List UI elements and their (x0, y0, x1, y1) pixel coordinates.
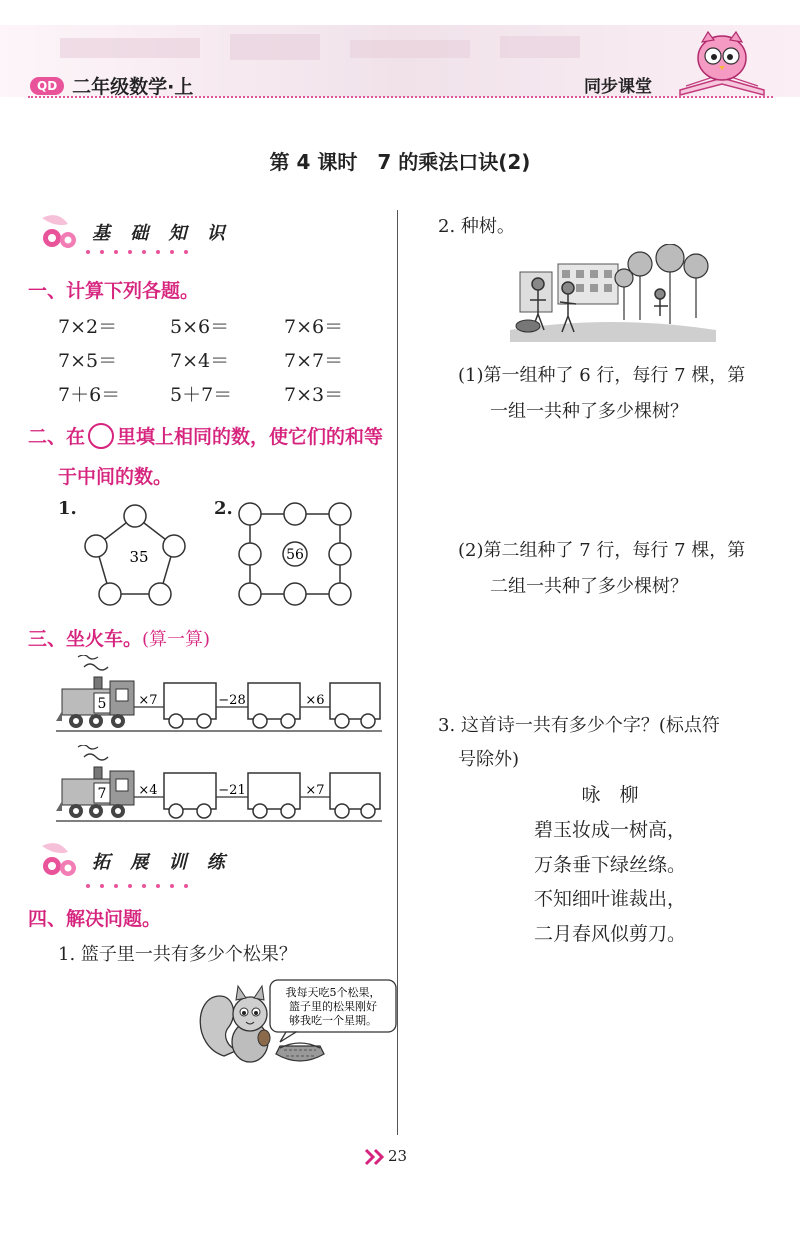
pentagon-circle-left (85, 535, 107, 557)
poem-line-4: 二月春风似剪刀。 (533, 923, 686, 945)
pentagon-figure (78, 500, 194, 610)
square-circle-6 (239, 583, 261, 605)
calc-2-1: 7×5＝ (58, 350, 118, 372)
train-2 (56, 745, 386, 825)
section3-hint: (算一算) (142, 629, 211, 650)
square-circle-3 (329, 503, 351, 525)
lesson-title: 第 4 课时 7 的乘法口诀(2) (269, 150, 531, 174)
calc-2-2: 7×4＝ (170, 350, 230, 372)
train2-op-3: ×7 (305, 783, 325, 798)
question-2-2-line1: (2)第二组种了 7 行，每行 7 棵，第 (458, 540, 746, 561)
speech-line-1: 我每天吃5个松果， (285, 986, 381, 999)
question-2-2-line2: 二组一共种了多少棵树？ (490, 576, 688, 597)
question-2-1-line1: (1)第一组种了 6 行，每行 7 棵，第 (458, 365, 746, 386)
owl-book-logo (672, 28, 772, 98)
header-book-title: 二年级数学·上 (72, 76, 194, 98)
pentagon-circle-bottom-right (149, 583, 171, 605)
fig1-label: 1. (58, 498, 77, 519)
square-center-value: 56 (286, 547, 304, 563)
poem-line-2: 万条垂下绿丝绦。 (533, 854, 686, 876)
section4-heading: 四、解决问题。 (28, 908, 162, 930)
square-circle-1 (239, 503, 261, 525)
extension-label: 拓 展 训 练 (92, 852, 232, 873)
page-number: 23 (388, 1147, 408, 1165)
question-4-1: 1. 篮子里一共有多少个松果？ (58, 944, 297, 965)
section1-heading: 一、计算下列各题。 (28, 280, 200, 302)
section2-heading-a: 二、在 (28, 426, 86, 448)
header-series-title: 同步课堂 (584, 77, 652, 97)
calc-3-2: 5＋7＝ (170, 384, 233, 406)
square-circle-5 (329, 543, 351, 565)
calc-1-2: 5×6＝ (170, 316, 230, 338)
double-chevron-icon (364, 1148, 386, 1166)
section2-heading-c: 于中间的数。 (58, 466, 173, 488)
square-circle-2 (284, 503, 306, 525)
circle-symbol-icon (88, 423, 114, 449)
speech-line-3: 够我吃一个星期。 (289, 1014, 377, 1027)
question-3-line1: 3. 这首诗一共有多少个字？(标点符 (438, 715, 720, 736)
pentagon-circle-bottom-left (99, 583, 121, 605)
header-divider (28, 96, 773, 98)
question-2-1-line2: 一组一共种了多少棵树？ (490, 401, 688, 422)
section2-heading (28, 422, 383, 449)
question-3-line2: 号除外) (458, 749, 520, 770)
section2-heading-b: 里填上相同的数，使它们的和等 (117, 426, 384, 448)
train1-op-2: −28 (218, 693, 246, 708)
squirrel-illustration (194, 976, 400, 1068)
train2-op-2: −21 (218, 783, 246, 798)
square-circle-4 (239, 543, 261, 565)
calc-1-1: 7×2＝ (58, 316, 118, 338)
calc-3-1: 7＋6＝ (58, 384, 121, 406)
train2-op-1: ×4 (138, 783, 158, 798)
tree-planting-illustration (510, 244, 716, 344)
train1-op-3: ×6 (305, 693, 325, 708)
poem-title: 咏 柳 (581, 784, 639, 806)
poem-line-1: 碧玉妆成一树高， (533, 819, 686, 841)
fig2-label: 2. (214, 498, 233, 519)
qd-badge: QD (30, 77, 64, 95)
square-circle-7 (284, 583, 306, 605)
basics-label: 基 础 知 识 (92, 223, 232, 244)
header-left (30, 72, 193, 99)
square-circle-8 (329, 583, 351, 605)
pentagon-circle-top (124, 505, 146, 527)
section3-heading-text: 三、坐火车。 (28, 628, 143, 650)
train1-engine-number: 5 (97, 696, 107, 712)
calc-3-3: 7×3＝ (284, 384, 344, 406)
train-1 (56, 655, 386, 735)
speech-line-2: 篮子里的松果刚好 (289, 1000, 377, 1013)
question-2: 2. 种树。 (438, 216, 515, 237)
pentagon-center-value: 35 (129, 548, 149, 566)
square-figure (236, 500, 354, 608)
train2-engine-number: 7 (97, 786, 107, 802)
calc-2-3: 7×7＝ (284, 350, 344, 372)
section3-heading (28, 624, 210, 651)
pentagon-circle-right (163, 535, 185, 557)
calc-1-3: 7×6＝ (284, 316, 344, 338)
poem-line-3: 不知细叶谁裁出， (533, 888, 686, 910)
train1-op-1: ×7 (138, 693, 158, 708)
